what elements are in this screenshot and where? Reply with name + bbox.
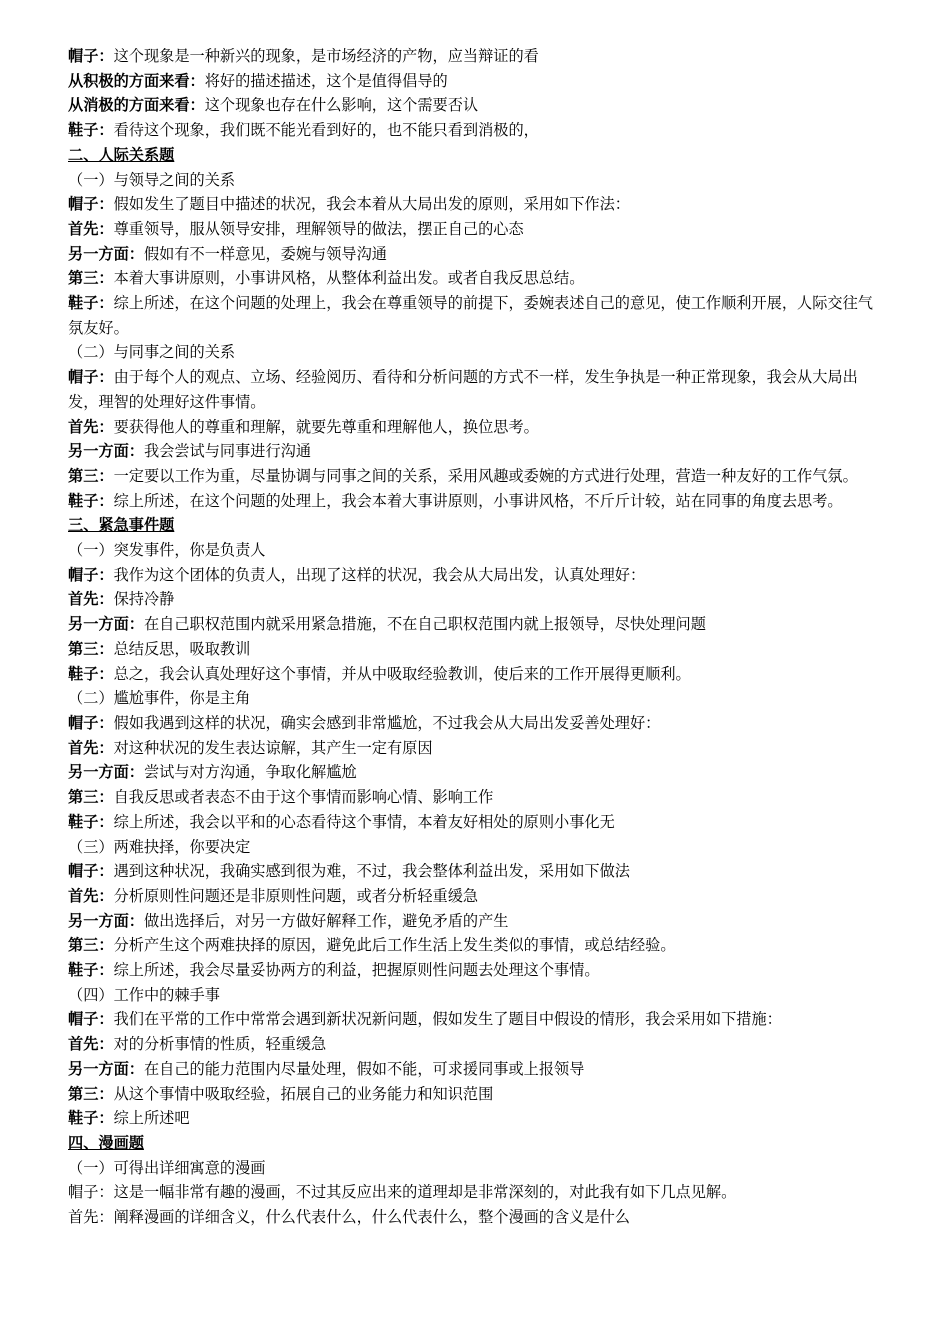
line-label: 从积极的方面来看： <box>68 71 205 90</box>
line-label: 另一方面： <box>68 763 144 782</box>
line-label: 第三： <box>68 466 114 485</box>
text-line <box>68 785 888 810</box>
line-text: 综上所述，在这个问题的处理上，我会在尊重领导的前提下，委婉表述自己的意见，使工作顺利开展，人际交往气氛友好。 <box>68 294 873 337</box>
line-label: 鞋子： <box>68 961 114 980</box>
text-line <box>68 489 888 514</box>
text-line <box>68 909 888 934</box>
section-heading-text: 二、人际关系题 <box>68 145 175 164</box>
line-text: 自我反思或者表态不由于这个事情而影响心情、影响工作 <box>113 788 494 807</box>
line-text: 总之，我会认真处理好这个事情，并从中吸取经验教训，使后来的工作开展得更顺利。 <box>113 664 691 683</box>
line-text: 我会尝试与同事进行沟通 <box>143 442 311 461</box>
text-line <box>68 118 888 143</box>
line-label: 第三： <box>68 639 114 658</box>
line-text: 综上所述，在这个问题的处理上，我会本着大事讲原则，小事讲风格，不斤斤计较，站在同事的角度去思考。 <box>113 491 843 510</box>
line-label: 首先： <box>68 219 114 238</box>
text-line <box>68 69 888 94</box>
line-label: 第三： <box>68 269 114 288</box>
line-text: 在自己职权范围内就采用紧急措施，不在自己职权范围内就上报领导，尽快处理问题 <box>143 615 706 634</box>
subsection-heading: （三）两难抉择，你要决定 <box>68 837 251 856</box>
line-label: 帽子： <box>68 47 114 65</box>
line-label: 首先： <box>68 1035 114 1054</box>
text-line <box>68 93 888 118</box>
line-label: 第三： <box>68 788 114 807</box>
line-label: 鞋子： <box>68 491 114 510</box>
line-text: 我作为这个团体的负责人，出现了这样的状况，我会从大局出发，认真处理好： <box>113 565 646 584</box>
text-line <box>68 365 888 414</box>
text-line <box>68 612 888 637</box>
line-text: 做出选择后，对另一方做好解释工作，避免矛盾的产生 <box>143 911 509 930</box>
line-label: 另一方面： <box>68 1059 144 1078</box>
line-text: 要获得他人的尊重和理解，就要先尊重和理解他人，换位思考。 <box>113 417 539 436</box>
text-line <box>68 44 888 69</box>
line-label: 帽子： <box>68 565 114 584</box>
line-text: 假如有不一样意见，委婉与领导沟通 <box>143 244 387 263</box>
line-label: 帽子： <box>68 1183 114 1202</box>
line-text: 在自己的能力范围内尽量处理，假如不能，可求援同事或上报领导 <box>143 1059 585 1078</box>
text-line <box>68 192 888 217</box>
line-text: 分析产生这个两难抉择的原因，避免此后工作生活上发生类似的事情，或总结经验。 <box>113 936 676 955</box>
line-label: 帽子： <box>68 713 114 732</box>
line-label: 鞋子： <box>68 294 114 313</box>
line-text: 从这个事情中吸取经验，拓展自己的业务能力和知识范围 <box>113 1084 494 1103</box>
subsection-heading: （一）可得出详细寓意的漫画 <box>68 1158 266 1177</box>
section-heading-text: 四、漫画题 <box>68 1133 144 1152</box>
line-text: 假如发生了题目中描述的状况，我会本着从大局出发的原则，采用如下作法： <box>113 195 630 214</box>
text-line <box>68 217 888 242</box>
line-text: 这个现象是一种新兴的现象，是市场经济的产物，应当辩证的看 <box>113 47 539 65</box>
text-line <box>68 1007 888 1032</box>
section-heading <box>68 1131 888 1156</box>
text-line <box>68 884 888 909</box>
line-label: 鞋子： <box>68 664 114 683</box>
text-line <box>68 1032 888 1057</box>
line-label: 另一方面： <box>68 442 144 461</box>
line-text: 对这种状况的发生表达谅解，其产生一定有原因 <box>113 738 433 757</box>
text-line <box>68 242 888 267</box>
line-label: 帽子： <box>68 862 114 881</box>
line-label: 首先： <box>68 590 114 609</box>
line-text: 这个现象也存在什么影响，这个需要否认 <box>204 96 479 115</box>
text-line <box>68 711 888 736</box>
text-line <box>68 662 888 687</box>
text-line <box>68 291 888 340</box>
text-line <box>68 439 888 464</box>
text-line <box>68 266 888 291</box>
line-label: 从消极的方面来看： <box>68 96 205 115</box>
line-label: 帽子： <box>68 1010 114 1029</box>
line-label: 首先： <box>68 417 114 436</box>
text-line <box>68 1082 888 1107</box>
line-text: 尝试与对方沟通，争取化解尴尬 <box>143 763 357 782</box>
line-text: 看待这个现象，我们既不能光看到好的，也不能只看到消极的， <box>113 121 539 140</box>
line-text: 我们在平常的工作中常常会遇到新状况新问题，假如发生了题目中假设的情形，我会采用如下措施： <box>113 1010 782 1029</box>
line-text: 保持冷静 <box>113 590 175 609</box>
line-label: 鞋子： <box>68 812 114 831</box>
section-heading <box>68 143 888 168</box>
line-text: 综上所述吧 <box>113 1109 190 1128</box>
text-line <box>68 1106 888 1131</box>
text-line <box>68 933 888 958</box>
line-text: 假如我遇到这样的状况，确实会感到非常尴尬，不过我会从大局出发妥善处理好： <box>113 713 661 732</box>
line-text: 阐释漫画的详细含义，什么代表什么，什么代表什么，整个漫画的含义是什么 <box>113 1208 630 1227</box>
subsection-heading: （四）工作中的棘手事 <box>68 985 220 1004</box>
line-text: 分析原则性问题还是非原则性问题，或者分析轻重缓急 <box>113 886 479 905</box>
line-text: 本着大事讲原则，小事讲风格，从整体利益出发。或者自我反思总结。 <box>113 269 585 288</box>
text-line <box>68 1057 888 1082</box>
line-text: 遇到这种状况，我确实感到很为难，不过，我会整体利益出发，采用如下做法 <box>113 862 630 881</box>
text-line <box>68 637 888 662</box>
line-text: 尊重领导，服从领导安排，理解领导的做法，摆正自己的心态 <box>113 219 524 238</box>
subsection-heading: （一）突发事件，你是负责人 <box>68 541 266 560</box>
text-line <box>68 958 888 983</box>
line-text: 综上所述，我会以平和的心态看待这个事情，本着友好相处的原则小事化无 <box>113 812 615 831</box>
line-text: 总结反思，吸取教训 <box>113 639 251 658</box>
line-text: 由于每个人的观点、立场、经验阅历、看待和分析问题的方式不一样，发生争执是一种正常现象，我会从大局出发，理智的处理好这件事情。 <box>68 368 858 411</box>
text-line <box>68 859 888 884</box>
line-text: 对的分析事情的性质，轻重缓急 <box>113 1035 327 1054</box>
section-heading <box>68 513 888 538</box>
subsection-heading: （一）与领导之间的关系 <box>68 170 236 189</box>
line-label: 另一方面： <box>68 615 144 634</box>
line-label: 鞋子： <box>68 121 114 140</box>
line-label: 首先： <box>68 886 114 905</box>
line-text: 这是一幅非常有趣的漫画，不过其反应出来的道理却是非常深刻的，对此我有如下几点见解。 <box>113 1183 737 1202</box>
line-label: 帽子： <box>68 368 114 387</box>
subsection-heading: （二）与同事之间的关系 <box>68 343 236 362</box>
line-text: 综上所述，我会尽量妥协两方的利益，把握原则性问题去处理这个事情。 <box>113 961 600 980</box>
line-label: 鞋子： <box>68 1109 114 1128</box>
line-label: 第三： <box>68 1084 114 1103</box>
text-line <box>68 563 888 588</box>
text-line <box>68 760 888 785</box>
line-label: 另一方面： <box>68 911 144 930</box>
line-text: 将好的描述描述，这个是值得倡导的 <box>204 71 448 90</box>
text-line <box>68 736 888 761</box>
line-text: 一定要以工作为重，尽量协调与同事之间的关系，采用风趣或委婉的方式进行处理，营造一种友好的工作气氛。 <box>113 466 858 485</box>
text-line <box>68 464 888 489</box>
text-line <box>68 1180 888 1205</box>
line-label: 首先： <box>68 738 114 757</box>
text-line <box>68 587 888 612</box>
line-label: 第三： <box>68 936 114 955</box>
line-label: 另一方面： <box>68 244 144 263</box>
text-line <box>68 415 888 440</box>
line-label: 帽子： <box>68 195 114 214</box>
section-heading-text: 三、紧急事件题 <box>68 516 175 535</box>
text-line <box>68 810 888 835</box>
text-line <box>68 1205 888 1230</box>
line-label: 首先： <box>68 1208 114 1227</box>
subsection-heading: （二）尴尬事件，你是主角 <box>68 689 251 708</box>
